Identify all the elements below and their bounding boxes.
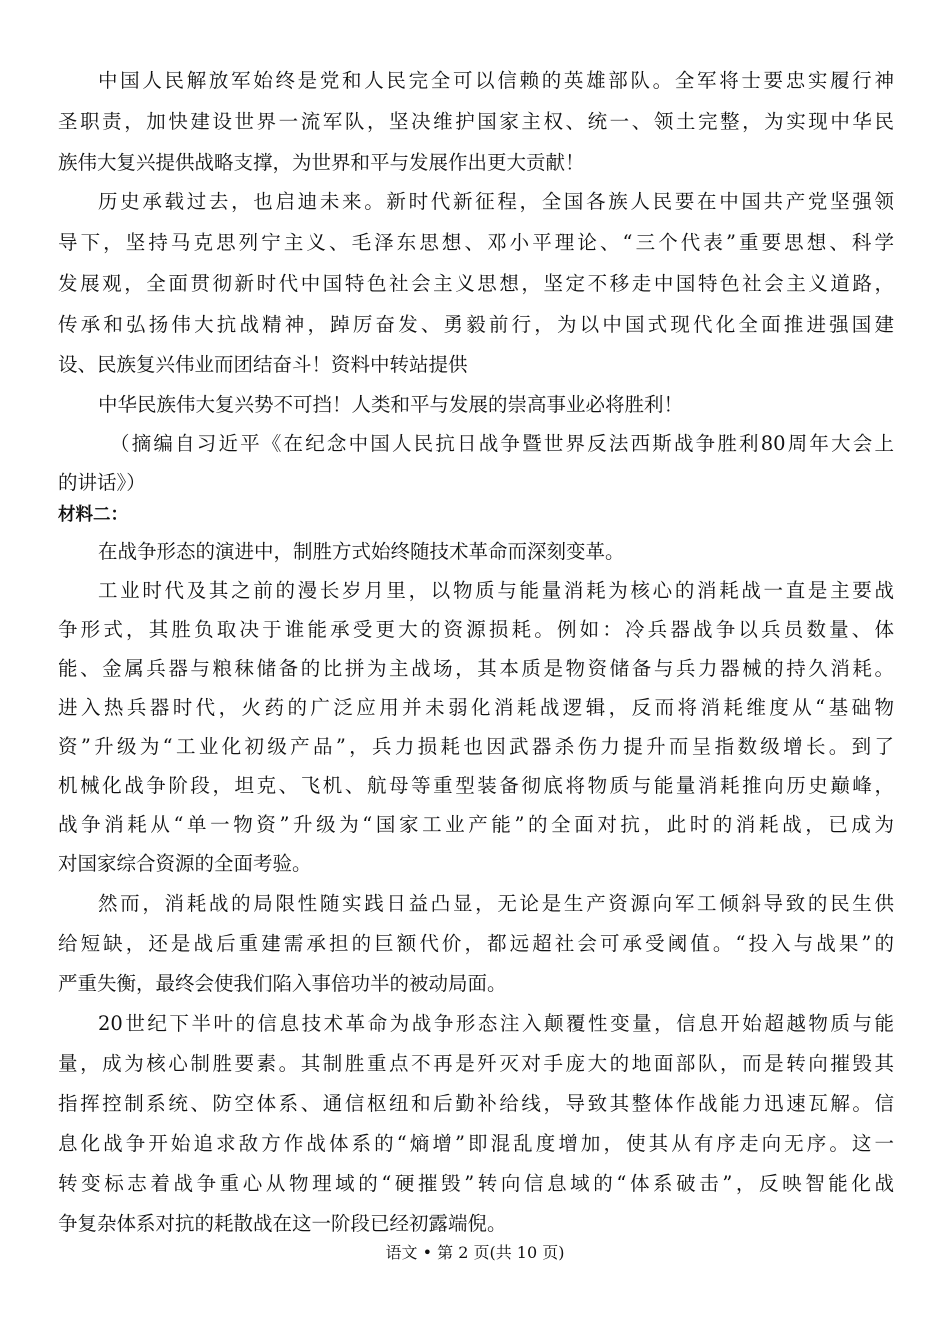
citation-line: 的讲话》）	[58, 471, 146, 494]
paragraph-line: 发展观，全面贯彻新时代中国特色社会主义思想，坚定不移走中国特色社会主义道路，	[58, 272, 894, 295]
paragraph-line: 争形式，其胜负取决于谁能承受更大的资源损耗。例如：冷兵器战争以兵员数量、体	[58, 618, 894, 641]
paragraph-line: 争复杂体系对抗的耗散战在这一阶段已经初露端倪。	[58, 1212, 507, 1235]
paragraph-line: 工业时代及其之前的漫长岁月里，以物质与能量消耗为核心的消耗战一直是主要战	[98, 579, 894, 602]
section-heading: 材料二：	[58, 505, 128, 525]
paragraph-line: 给短缺，还是战后重建需承担的巨额代价，都远超社会可承受阈值。“投入与战果”的	[58, 932, 894, 955]
paragraph-line: 能、金属兵器与粮秣储备的比拼为主战场，其本质是物资储备与兵力器械的持久消耗。	[58, 657, 894, 680]
paragraph-line: 量，成为核心制胜要素。其制胜重点不再是歼灭对手庞大的地面部队，而是转向摧毁其	[58, 1052, 894, 1075]
paragraph-line: 严重失衡，最终会使我们陷入事倍功半的被动局面。	[58, 972, 507, 995]
paragraph-line: 设、民族复兴伟业而团结奋斗！资料中转站提供	[58, 353, 468, 376]
paragraph-line: 进入热兵器时代，火药的广泛应用并未弱化消耗战逻辑，反而将消耗维度从“基础物	[58, 696, 894, 719]
paragraph-line: 然而，消耗战的局限性随实践日益凸显，无论是生产资源向军工倾斜导致的民生供	[98, 892, 894, 915]
paragraph-line: 20世纪下半叶的信息技术革命为战争形态注入颠覆性变量，信息开始超越物质与能	[98, 1012, 894, 1035]
page-footer: 语文 • 第 2 页(共 10 页)	[385, 1243, 565, 1262]
paragraph-line: 在战争形态的演进中，制胜方式始终随技术革命而深刻变革。	[98, 540, 625, 563]
paragraph-line: 圣职责，加快建设世界一流军队，坚决维护国家主权、统一、领土完整，为实现中华民	[58, 110, 894, 133]
citation-line: （摘编自习近平《在纪念中国人民抗日战争暨世界反法西斯战争胜利80周年大会上	[110, 432, 894, 455]
paragraph-line: 机械化战争阶段，坦克、飞机、航母等重型装备彻底将物质与能量消耗推向历史巅峰，	[58, 774, 894, 797]
paragraph-line: 对国家综合资源的全面考验。	[58, 852, 312, 875]
paragraph-line: 中华民族伟大复兴势不可挡！人类和平与发展的崇高事业必将胜利！	[98, 393, 684, 416]
paragraph-line: 族伟大复兴提供战略支撑，为世界和平与发展作出更大贡献！	[58, 151, 585, 174]
paragraph-line: 战争消耗从“单一物资”升级为“国家工业产能”的全面对抗，此时的消耗战，已成为	[58, 813, 894, 836]
paragraph-line: 转变标志着战争重心从物理域的“硬摧毁”转向信息域的“体系破击”，反映智能化战	[58, 1172, 894, 1195]
paragraph-line: 中国人民解放军始终是党和人民完全可以信赖的英雄部队。全军将士要忠实履行神	[98, 69, 894, 92]
paragraph-line: 历史承载过去，也启迪未来。新时代新征程，全国各族人民要在中国共产党坚强领	[98, 190, 894, 213]
paragraph-line: 传承和弘扬伟大抗战精神，踔厉奋发、勇毅前行，为以中国式现代化全面推进强国建	[58, 313, 894, 336]
paragraph-line: 资”升级为“工业化初级产品”，兵力损耗也因武器杀伤力提升而呈指数级增长。到了	[58, 735, 894, 758]
paragraph-line: 息化战争开始追求敌方作战体系的“熵增”即混乱度增加，使其从有序走向无序。这一	[58, 1132, 894, 1155]
paragraph-line: 指挥控制系统、防空体系、通信枢纽和后勤补给线，导致其整体作战能力迅速瓦解。信	[58, 1092, 894, 1115]
paragraph-line: 导下，坚持马克思列宁主义、毛泽东思想、邓小平理论、“三个代表”重要思想、科学	[58, 231, 894, 254]
